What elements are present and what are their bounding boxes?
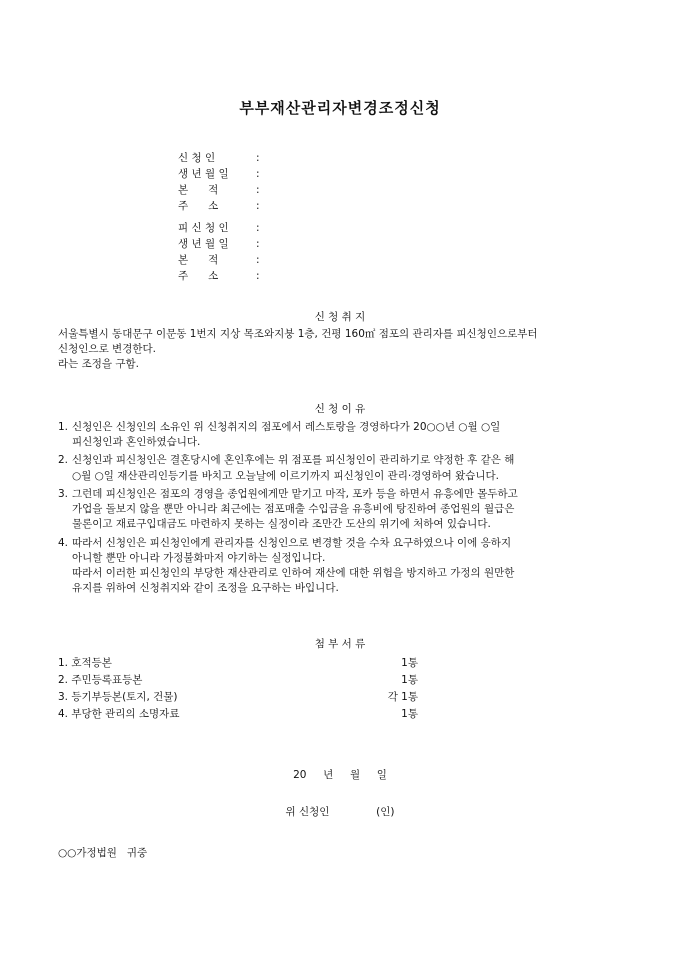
field-label: 신 청 인 (178, 152, 216, 164)
filing-date: 20 년 월 일 (293, 769, 387, 781)
attachment-name: 4. 부당한 관리의 소명자료 (58, 708, 180, 720)
field-label: 본 적 (178, 184, 219, 196)
reason-line: ○월 ○일 재산관리인등기를 바치고 오늘날에 이르기까지 피신청인이 관리·경영하여 왔습니다. (72, 469, 499, 482)
purpose-heading: 신 청 취 지 (314, 311, 366, 323)
reason-line: 따라서 신청인은 피신청인에게 관리자를 신청인으로 변경할 것을 수차 요구하였으나 이에 응하지 (72, 536, 512, 549)
respondent-address-row (178, 268, 260, 284)
respondent-name-row (178, 220, 260, 236)
field-label: 주 소 (178, 200, 219, 212)
attachment-name: 3. 등기부등본(토지, 건물) (58, 691, 178, 703)
reason-item (58, 453, 622, 483)
attachment-qty: 1통 (401, 708, 418, 720)
parties-block (178, 150, 260, 284)
field-colon: : (256, 152, 260, 164)
reason-line: 그런데 피신청인은 점포의 경영을 종업원에게만 맡기고 마작, 포카 등을 하면서 유흥에만 몰두하고 (72, 487, 518, 500)
reason-number: 3. (58, 487, 69, 500)
reason-number: 4. (58, 536, 69, 549)
purpose-line: 서울특별시 동대문구 이문동 1번지 지상 목조와지붕 1층, 건평 160㎡ 점포의 관리자를 피신청인으로부터 (58, 328, 538, 340)
field-label: 주 소 (178, 270, 219, 282)
reason-line: 유지를 위하여 신청취지와 같이 조정을 요구하는 바입니다. (72, 582, 339, 595)
respondent-group (178, 220, 260, 284)
applicant-address-row (178, 198, 260, 214)
reason-line: 물론이고 재료구입대금도 마련하지 못하는 실정이라 조만간 도산의 위기에 처하여 있습니다. (72, 518, 491, 531)
reason-line: 신청인은 신청인의 소유인 위 신청취지의 점포에서 레스토랑을 경영하다가 20○○년 ○월 ○일 (72, 421, 501, 433)
field-label: 본 적 (178, 254, 219, 266)
attachment-qty: 각 1통 (387, 691, 418, 703)
purpose-line: 신청인으로 변경한다. (58, 343, 156, 356)
reason-number: 1. (58, 421, 69, 433)
attachment-name: 2. 주민등록표등본 (58, 674, 143, 686)
attachment-qty: 1통 (401, 657, 418, 669)
attachment-qty: 1통 (401, 674, 418, 686)
attachment-item (58, 672, 418, 689)
field-label: 생 년 월 일 (178, 238, 229, 250)
field-label: 생 년 월 일 (178, 168, 229, 180)
reason-line: 가업을 돌보지 않을 뿐만 아니라 최근에는 점포매출 수입금을 유흥비에 탕진하여 종업원의 월급은 (72, 503, 515, 516)
field-colon: : (256, 222, 260, 234)
applicant-domicile-row (178, 182, 260, 198)
field-colon: : (256, 184, 260, 196)
applicant-group (178, 150, 260, 214)
field-colon: : (256, 238, 260, 250)
reason-item (58, 536, 622, 597)
court-addressee: ○○가정법원 귀중 (58, 847, 148, 859)
attachment-item (58, 706, 418, 723)
field-colon: : (256, 254, 260, 266)
reason-line: 아니할 뿐만 아니라 가정불화마저 야기하는 실정입니다. (72, 551, 326, 564)
attachment-name: 1. 호적등본 (58, 657, 112, 669)
respondent-domicile-row (178, 252, 260, 268)
respondent-birth-row (178, 236, 260, 252)
field-colon: : (256, 168, 260, 180)
signer-line: 위 신청인 (인) (285, 806, 395, 818)
reasons-body (58, 420, 622, 599)
attachments-heading: 첨 부 서 류 (314, 638, 366, 650)
purpose-line: 라는 조정을 구함. (58, 358, 140, 371)
attachment-item (58, 689, 418, 706)
reason-item (58, 487, 622, 533)
reason-line: 피신청인과 혼인하였습니다. (72, 436, 201, 449)
reasons-heading: 신 청 이 유 (314, 403, 366, 415)
document-title: 부부재산관리자변경조정신청 (239, 99, 441, 117)
attachments-list (58, 655, 418, 723)
field-colon: : (256, 270, 260, 282)
applicant-birth-row (178, 166, 260, 182)
reason-line: 따라서 이러한 피신청인의 부당한 재산관리로 인하여 재산에 대한 위험을 방지하고 가정의 원만한 (72, 566, 515, 579)
field-label: 피 신 청 인 (178, 222, 229, 234)
purpose-body (58, 327, 622, 373)
reason-item (58, 420, 622, 450)
reason-number: 2. (58, 454, 69, 467)
applicant-name-row (178, 150, 260, 166)
reason-line: 신청인과 피신청인은 결혼당시에 혼인후에는 위 점포를 피신청인이 관리하기로 약정한 후 같은 해 (72, 454, 515, 467)
field-colon: : (256, 200, 260, 212)
attachment-item (58, 655, 418, 672)
